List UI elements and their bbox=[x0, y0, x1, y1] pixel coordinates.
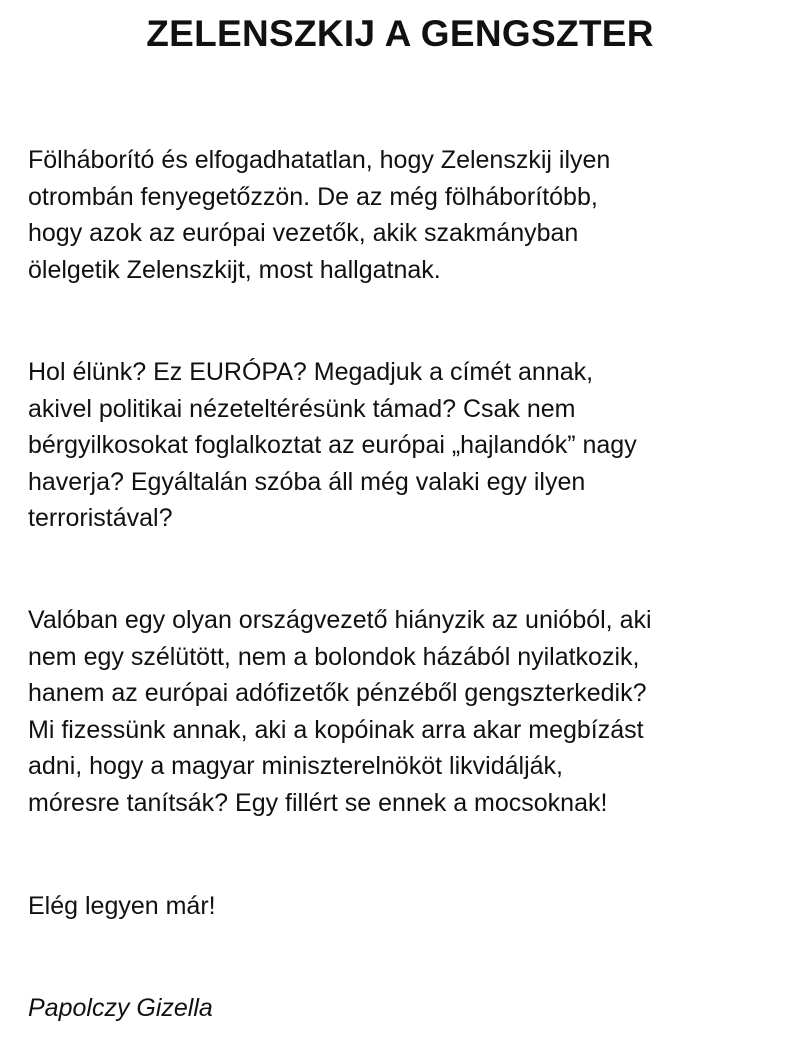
text-line: bérgyilkosokat foglalkoztat az európai „hajlandók” nagy bbox=[28, 431, 637, 459]
text-line: hanem az európai adófizetők pénzéből gengszterkedik? bbox=[28, 679, 647, 707]
text-line: móresre tanítsák? Egy fillért se ennek a mocsoknak! bbox=[28, 788, 608, 817]
text-line: terroristával? bbox=[28, 504, 173, 532]
text-line: Elég legyen már! bbox=[28, 892, 216, 920]
paragraph-3 bbox=[28, 602, 788, 821]
text-line: nem egy szélütött, nem a bolondok házából nyilatkozik, bbox=[28, 642, 640, 671]
text-line: ölelgetik Zelenszkijt, most hallgatnak. bbox=[28, 255, 441, 284]
text-line: Hol élünk? Ez EURÓPA? Megadjuk a címét annak, bbox=[28, 358, 594, 386]
text-line: haverja? Egyáltalán szóba áll még valaki egy ilyen bbox=[28, 467, 586, 496]
text-line: otrombán fenyegetőzzön. De az még fölháborítóbb, bbox=[28, 182, 598, 211]
text-line: akivel politikai nézeteltérésünk támad? Csak nem bbox=[28, 394, 576, 423]
paragraph-2 bbox=[28, 354, 788, 537]
text-line: Fölháborító és elfogadhatatlan, hogy Zelenszkij ilyen bbox=[28, 146, 611, 174]
paragraph-4 bbox=[28, 888, 788, 925]
paragraph-1 bbox=[28, 142, 788, 288]
text-line: Mi fizessünk annak, aki a kopóinak arra akar megbízást bbox=[28, 715, 644, 744]
text-line: hogy azok az európai vezetők, akik szakmányban bbox=[28, 219, 579, 247]
text-line: Valóban egy olyan országvezető hiányzik az unióból, aki bbox=[28, 606, 652, 634]
document-title: ZELENSZKIJ A GENGSZTER bbox=[146, 13, 654, 54]
author-signature: Papolczy Gizella bbox=[28, 994, 213, 1022]
text-line: adni, hogy a magyar miniszterelnököt likvidálják, bbox=[28, 752, 563, 780]
